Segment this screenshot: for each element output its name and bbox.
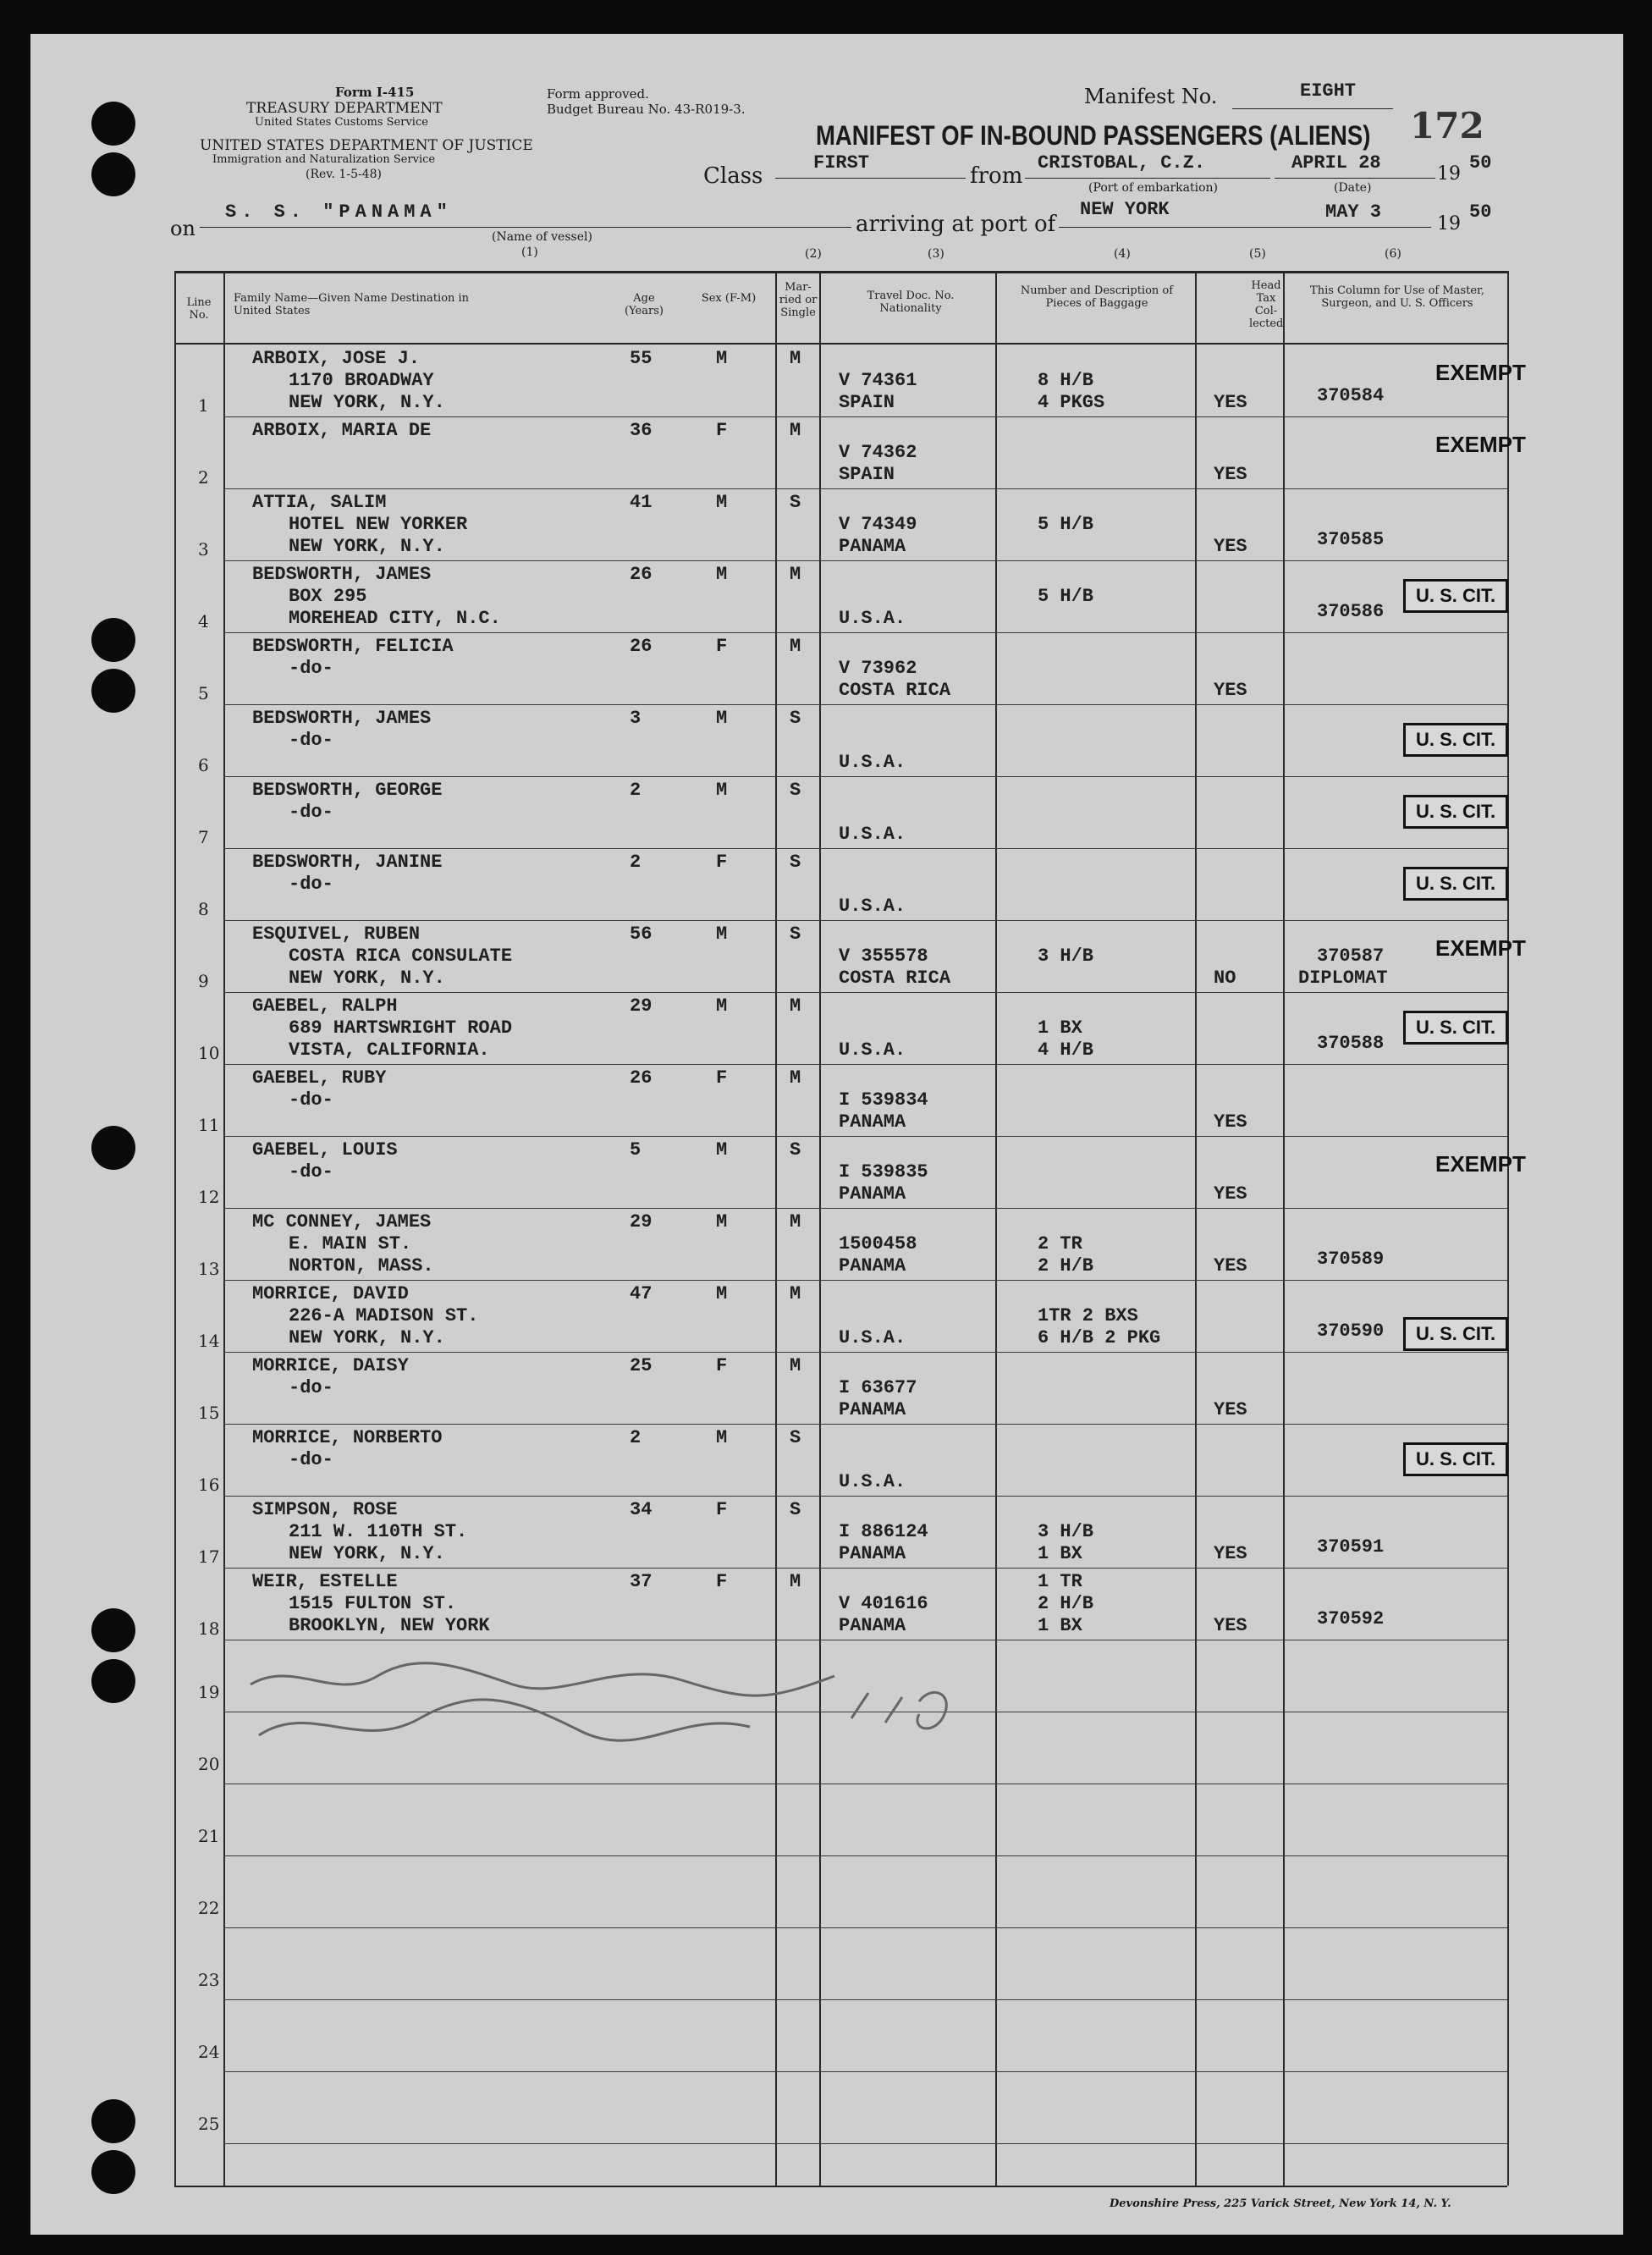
sex: F [716,1355,728,1376]
table-row [30,632,1623,704]
destination-line: E. MAIN ST. [289,1233,412,1254]
destination-line: NEW YORK, N.Y. [289,1543,445,1564]
exempt-stamp: EXEMPT [1435,432,1526,457]
ins-service: Immigration and Naturalization Service [212,153,436,166]
head-tax: YES [1214,1399,1247,1420]
travel-doc: V 74349 [839,514,917,535]
table-row [30,416,1623,488]
form-number: Form I-415 [335,85,415,100]
nationality: COSTA RICA [839,968,951,989]
nationality: SPAIN [839,392,895,413]
travel-doc: V 74362 [839,442,917,463]
passenger-name: MC CONNEY, JAMES [252,1211,432,1232]
destination-line: NEW YORK, N.Y. [289,1327,445,1348]
travel-doc: I 886124 [839,1521,928,1542]
line-number: 25 [198,2114,220,2134]
col-header-age: Age (Years) [625,292,664,317]
table-row [30,848,1623,920]
arrival-port: NEW YORK [1080,199,1170,220]
sex: M [716,780,728,801]
certificate-number: 370586 [1317,601,1385,622]
certificate-number: 370590 [1317,1320,1385,1342]
sex: M [716,1211,728,1232]
line-number: 3 [198,539,209,560]
handwritten-scrawl [242,1651,1215,1778]
binder-hole [91,102,135,146]
table-row [30,1136,1623,1208]
year-prefix: 19 [1437,163,1461,185]
marital-status: S [790,492,801,513]
marital-status: M [790,420,801,441]
table-row [30,1280,1623,1352]
travel-doc: V 355578 [839,946,928,967]
marital-status: S [790,1499,801,1520]
line-number: 9 [198,971,209,991]
sex: M [716,1283,728,1304]
marital-status: M [790,1571,801,1592]
nationality: SPAIN [839,464,895,485]
sex: F [716,636,728,657]
date-caption: (Date) [1334,181,1372,195]
baggage: 2 H/B [1038,1593,1094,1614]
passenger-name: BEDSWORTH, JAMES [252,564,432,585]
col-num-6: (6) [1385,247,1401,261]
us-citizen-stamp: U. S. CIT. [1403,867,1508,901]
marital-status: M [790,1067,801,1089]
age: 34 [630,1499,653,1520]
certificate-number: 370585 [1317,529,1385,550]
sex: M [716,348,728,369]
age: 2 [630,1427,642,1448]
arrival-date: MAY 3 [1325,201,1382,223]
table-row [30,920,1623,992]
passenger-name: MORRICE, DAISY [252,1355,409,1376]
col-num-5: (5) [1249,247,1266,261]
binder-hole [91,2099,135,2143]
line-number: 13 [198,1259,220,1279]
from-value: CRISTOBAL, C.Z. [1038,152,1206,174]
destination-line: 226-A MADISON ST. [289,1305,479,1326]
col-num-4: (4) [1114,247,1131,261]
destination-line: HOTEL NEW YORKER [289,514,468,535]
passenger-name: GAEBEL, LOUIS [252,1139,398,1161]
age: 26 [630,564,653,585]
nationality: U.S.A. [839,1327,906,1348]
baggage: 8 H/B [1038,370,1094,391]
certificate-number: 370589 [1317,1249,1385,1270]
certificate-number: 370587 [1317,946,1385,967]
baggage: 4 H/B [1038,1039,1094,1061]
passenger-name: GAEBEL, RALPH [252,995,398,1017]
line-number: 19 [198,1682,220,1702]
nationality: PANAMA [839,1399,906,1420]
travel-doc: V 401616 [839,1593,928,1614]
line-number: 21 [198,1826,220,1846]
passenger-name: BEDSWORTH, FELICIA [252,636,454,657]
line-number: 14 [198,1331,220,1351]
binder-hole [91,2150,135,2194]
head-tax: YES [1214,1111,1247,1133]
nationality: U.S.A. [839,1039,906,1061]
marital-status: M [790,636,801,657]
table-row [30,1064,1623,1136]
binder-hole [91,1659,135,1703]
passenger-name: SIMPSON, ROSE [252,1499,398,1520]
arrival-year: 50 [1469,201,1492,223]
line-number: 6 [198,755,209,775]
table-row [30,1424,1623,1496]
manifest-number: EIGHT [1300,80,1357,102]
marital-status: S [790,1139,801,1161]
table-row [30,704,1623,776]
passenger-name: BEDSWORTH, GEORGE [252,780,443,801]
baggage: 5 H/B [1038,586,1094,607]
col-num-3: (3) [928,247,944,261]
binder-hole [91,669,135,713]
nationality: PANAMA [839,1615,906,1636]
destination-line: -do- [289,658,333,679]
baggage: 1 BX [1038,1615,1082,1636]
age: 36 [630,420,653,441]
destination-line: COSTA RICA CONSULATE [289,946,513,967]
sex: M [716,1139,728,1161]
destination-line: -do- [289,730,333,751]
travel-doc: 1500458 [839,1233,917,1254]
port-embark-caption: (Port of embarkation) [1088,181,1218,195]
nationality: PANAMA [839,1543,906,1564]
embark-date: APRIL 28 [1291,152,1381,174]
age: 37 [630,1571,653,1592]
line-number: 8 [198,899,209,919]
age: 55 [630,348,653,369]
baggage: 5 H/B [1038,514,1094,535]
nationality: U.S.A. [839,752,906,773]
table-row [30,488,1623,560]
table-row [30,776,1623,848]
age: 56 [630,924,653,945]
destination-line: BOX 295 [289,586,367,607]
col-num-2: (2) [805,247,822,261]
line-number: 1 [198,395,209,416]
table-row [30,992,1623,1064]
line-number: 4 [198,611,209,631]
line-number: 11 [198,1115,220,1135]
exempt-stamp: EXEMPT [1435,935,1526,961]
customs-service: United States Customs Service [255,116,428,129]
budget-bureau: Budget Bureau No. 43-R019-3. [547,102,746,117]
line-number: 2 [198,467,209,488]
sex: F [716,1067,728,1089]
age: 47 [630,1283,653,1304]
baggage: 1 BX [1038,1543,1082,1564]
passenger-name: BEDSWORTH, JANINE [252,852,443,873]
head-tax: YES [1214,680,1247,701]
head-tax: YES [1214,464,1247,485]
line-number: 16 [198,1475,220,1495]
head-tax: YES [1214,1183,1247,1205]
table-row [30,1352,1623,1424]
travel-doc: V 73962 [839,658,917,679]
us-citizen-stamp: U. S. CIT. [1403,723,1508,757]
nationality: U.S.A. [839,824,906,845]
class-label: Class [703,163,763,189]
marital-status: M [790,1211,801,1232]
baggage: 2 TR [1038,1233,1082,1254]
travel-doc: I 539835 [839,1161,928,1183]
sex: M [716,995,728,1017]
age: 2 [630,852,642,873]
destination-line: VISTA, CALIFORNIA. [289,1039,490,1061]
col-header-tax: Head Tax Col-lected [1249,279,1284,330]
line-number: 7 [198,827,209,847]
marital-status: S [790,780,801,801]
vessel-col-num: (1) [521,245,538,259]
passenger-name: ARBOIX, JOSE J. [252,348,421,369]
certificate-number: 370592 [1317,1608,1385,1629]
destination-line: NEW YORK, N.Y. [289,968,445,989]
age: 25 [630,1355,653,1376]
exempt-stamp: EXEMPT [1435,360,1526,385]
age: 41 [630,492,653,513]
head-tax: YES [1214,1615,1247,1636]
baggage: 2 H/B [1038,1255,1094,1276]
justice-dept: UNITED STATES DEPARTMENT OF JUSTICE [200,137,533,154]
sex: M [716,492,728,513]
sex: M [716,924,728,945]
line-number: 24 [198,2042,220,2062]
sex: F [716,1499,728,1520]
head-tax: YES [1214,1543,1247,1564]
marital-status: S [790,924,801,945]
age: 29 [630,1211,653,1232]
col-header-officers: This Column for Use of Master, Surgeon, and U. S. Officers [1310,284,1484,310]
line-number: 17 [198,1547,220,1567]
marital-status: S [790,1427,801,1448]
vessel-caption: (Name of vessel) [492,230,592,244]
us-citizen-stamp: U. S. CIT. [1403,579,1508,613]
sex: F [716,420,728,441]
us-citizen-stamp: U. S. CIT. [1403,1317,1508,1351]
passenger-name: GAEBEL, RUBY [252,1067,387,1089]
exempt-stamp: EXEMPT [1435,1151,1526,1177]
nationality: U.S.A. [839,608,906,629]
col-header-sex: Sex (F-M) [701,292,757,305]
sex: M [716,1427,728,1448]
on-label: on [170,217,195,240]
page-number: 172 [1410,105,1484,146]
travel-doc: I 63677 [839,1377,917,1398]
destination-line: -do- [289,1449,333,1470]
age: 26 [630,636,653,657]
baggage: 1TR 2 BXS [1038,1305,1138,1326]
table-row [30,1208,1623,1280]
line-number: 12 [198,1187,220,1207]
passenger-name: MORRICE, NORBERTO [252,1427,443,1448]
travel-doc: V 74361 [839,370,917,391]
binder-hole [91,618,135,662]
binder-hole [91,1126,135,1170]
head-tax: YES [1214,392,1247,413]
table-row [30,345,1623,416]
us-citizen-stamp: U. S. CIT. [1403,1011,1508,1045]
destination-line: NEW YORK, N.Y. [289,536,445,557]
treasury-dept: TREASURY DEPARTMENT [246,100,443,117]
baggage: 3 H/B [1038,1521,1094,1542]
baggage: 1 BX [1038,1017,1082,1039]
col-header-married: Mar-ried or Single [779,281,818,319]
age: 26 [630,1067,653,1089]
marital-status: M [790,348,801,369]
destination-line: 689 HARTSWRIGHT ROAD [289,1017,513,1039]
destination-line: BROOKLYN, NEW YORK [289,1615,490,1636]
age: 5 [630,1139,642,1161]
passenger-name: ARBOIX, MARIA DE [252,420,432,441]
head-tax: NO [1214,968,1236,989]
manifest-label: Manifest No. [1084,85,1218,108]
marital-status: M [790,995,801,1017]
baggage: 4 PKGS [1038,392,1105,413]
passenger-name: ESQUIVEL, RUBEN [252,924,421,945]
class-value: FIRST [813,152,870,174]
marital-status: M [790,1355,801,1376]
manifest-title: MANIFEST OF IN-BOUND PASSENGERS (ALIENS) [816,120,1371,151]
sex: F [716,852,728,873]
baggage: 1 TR [1038,1571,1082,1592]
nationality: PANAMA [839,536,906,557]
head-tax: YES [1214,1255,1247,1276]
nationality: PANAMA [839,1183,906,1205]
us-citizen-stamp: U. S. CIT. [1403,795,1508,829]
baggage: 6 H/B 2 PKG [1038,1327,1161,1348]
destination-line: NEW YORK, N.Y. [289,392,445,413]
nationality: PANAMA [839,1111,906,1133]
col-header-travel: Travel Doc. No. Nationality [867,289,955,315]
line-number: 22 [198,1898,220,1918]
sex: M [716,708,728,729]
binder-hole [91,152,135,196]
binder-hole [91,1608,135,1652]
officer-note: DIPLOMAT [1298,968,1388,989]
destination-line: 1515 FULTON ST. [289,1593,457,1614]
destination-line: -do- [289,874,333,895]
line-number: 18 [198,1618,220,1639]
vessel-name: S. S. "PANAMA" [225,201,453,223]
col-header-baggage: Number and Description of Pieces of Baggage [1020,284,1174,310]
nationality: COSTA RICA [839,680,951,701]
table-row [30,1568,1623,1640]
line-number: 5 [198,683,209,703]
marital-status: M [790,1283,801,1304]
age: 3 [630,708,642,729]
nationality: U.S.A. [839,1471,906,1492]
arriving-label: arriving at port of [856,212,1056,237]
destination-line: -do- [289,1161,333,1183]
destination-line: NORTON, MASS. [289,1255,434,1276]
marital-status: S [790,708,801,729]
nationality: U.S.A. [839,896,906,917]
passenger-name: MORRICE, DAVID [252,1283,409,1304]
marital-status: S [790,852,801,873]
line-number: 23 [198,1970,220,1990]
year-value: 50 [1469,152,1492,174]
marital-status: M [790,564,801,585]
from-label: from [970,163,1023,189]
us-citizen-stamp: U. S. CIT. [1403,1442,1508,1476]
line-number: 10 [198,1043,220,1063]
passenger-name: BEDSWORTH, JAMES [252,708,432,729]
printer-footer: Devonshire Press, 225 Varick Street, New York 14, N. Y. [1110,2197,1451,2210]
line-number: 20 [198,1754,220,1774]
destination-line: 1170 BROADWAY [289,370,434,391]
col-header-name: Family Name—Given Name Destination in United States [234,292,470,317]
passenger-name: ATTIA, SALIM [252,492,387,513]
arrival-year-prefix: 19 [1437,213,1461,234]
certificate-number: 370588 [1317,1033,1385,1054]
certificate-number: 370591 [1317,1536,1385,1558]
destination-line: MOREHEAD CITY, N.C. [289,608,501,629]
line-number: 15 [198,1403,220,1423]
form-revision: (Rev. 1-5-48) [306,168,382,181]
age: 29 [630,995,653,1017]
baggage: 3 H/B [1038,946,1094,967]
destination-line: 211 W. 110TH ST. [289,1521,468,1542]
sex: F [716,1571,728,1592]
form-approved: Form approved. [547,86,649,102]
table-row [30,1496,1623,1568]
travel-doc: I 539834 [839,1089,928,1111]
destination-line: -do- [289,1377,333,1398]
manifest-page [30,34,1623,2235]
sex: M [716,564,728,585]
certificate-number: 370584 [1317,385,1385,406]
head-tax: YES [1214,536,1247,557]
age: 2 [630,780,642,801]
passenger-name: WEIR, ESTELLE [252,1571,398,1592]
destination-line: -do- [289,802,333,823]
table-row [30,560,1623,632]
destination-line: -do- [289,1089,333,1111]
col-header-line: Line No. [186,296,212,322]
nationality: PANAMA [839,1255,906,1276]
